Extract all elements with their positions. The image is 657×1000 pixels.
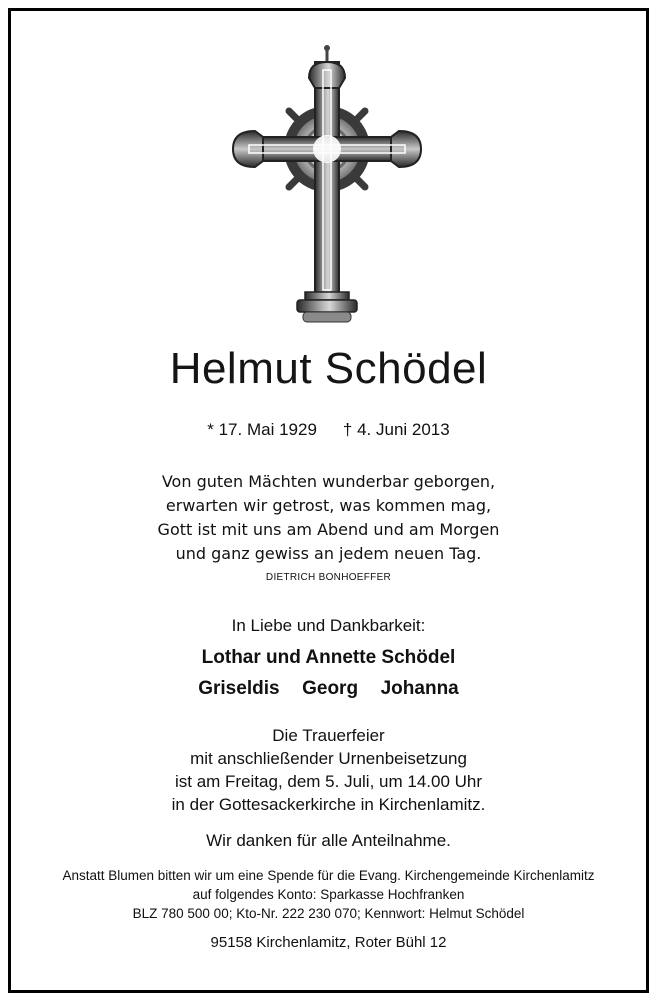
funeral-service-info	[0, 724, 657, 816]
service-line: in der Gottesackerkirche in Kirchenlamitz.	[171, 795, 486, 814]
family-address: 95158 Kirchenlamitz, Roter Bühl 12	[210, 934, 447, 951]
mourners-intro: In Liebe und Dankbarkeit:	[231, 616, 426, 635]
thanks-text: Wir danken für alle Anteilnahme.	[206, 831, 451, 850]
mourners-line-2: Griseldis Georg Johanna	[198, 678, 459, 699]
verse-line: Von guten Mächten wunderbar geborgen,	[161, 472, 496, 491]
verse-line: Gott ist mit uns am Abend und am Morgen	[157, 520, 500, 539]
birth-date: * 17. Mai 1929	[207, 420, 317, 439]
donation-info	[0, 866, 657, 923]
cross-icon	[217, 36, 437, 328]
death-date: † 4. Juni 2013	[342, 420, 450, 439]
deceased-name: Helmut Schödel	[169, 344, 488, 393]
verse-author: DIETRICH BONHOEFFER	[265, 572, 392, 583]
verse-line: erwarten wir getrost, was kommen mag,	[165, 496, 492, 515]
service-line: mit anschließender Urnenbeisetzung	[190, 749, 467, 768]
verse-line: und ganz gewiss an jedem neuen Tag.	[175, 544, 482, 563]
donation-line: BLZ 780 500 00; Kto-Nr. 222 230 070; Kennwort: Helmut Schödel	[132, 906, 525, 921]
mourners-line-1: Lothar und Annette Schödel	[201, 647, 456, 668]
memorial-verse	[0, 470, 657, 566]
donation-line: auf folgendes Konto: Sparkasse Hochfranken	[192, 887, 465, 902]
service-line: ist am Freitag, dem 5. Juli, um 14.00 Uhr	[174, 772, 483, 791]
donation-line: Anstatt Blumen bitten wir um eine Spende für die Evang. Kirchengemeinde Kirchenlamitz	[62, 868, 595, 883]
life-dates	[0, 420, 657, 440]
service-line: Die Trauerfeier	[272, 726, 385, 745]
